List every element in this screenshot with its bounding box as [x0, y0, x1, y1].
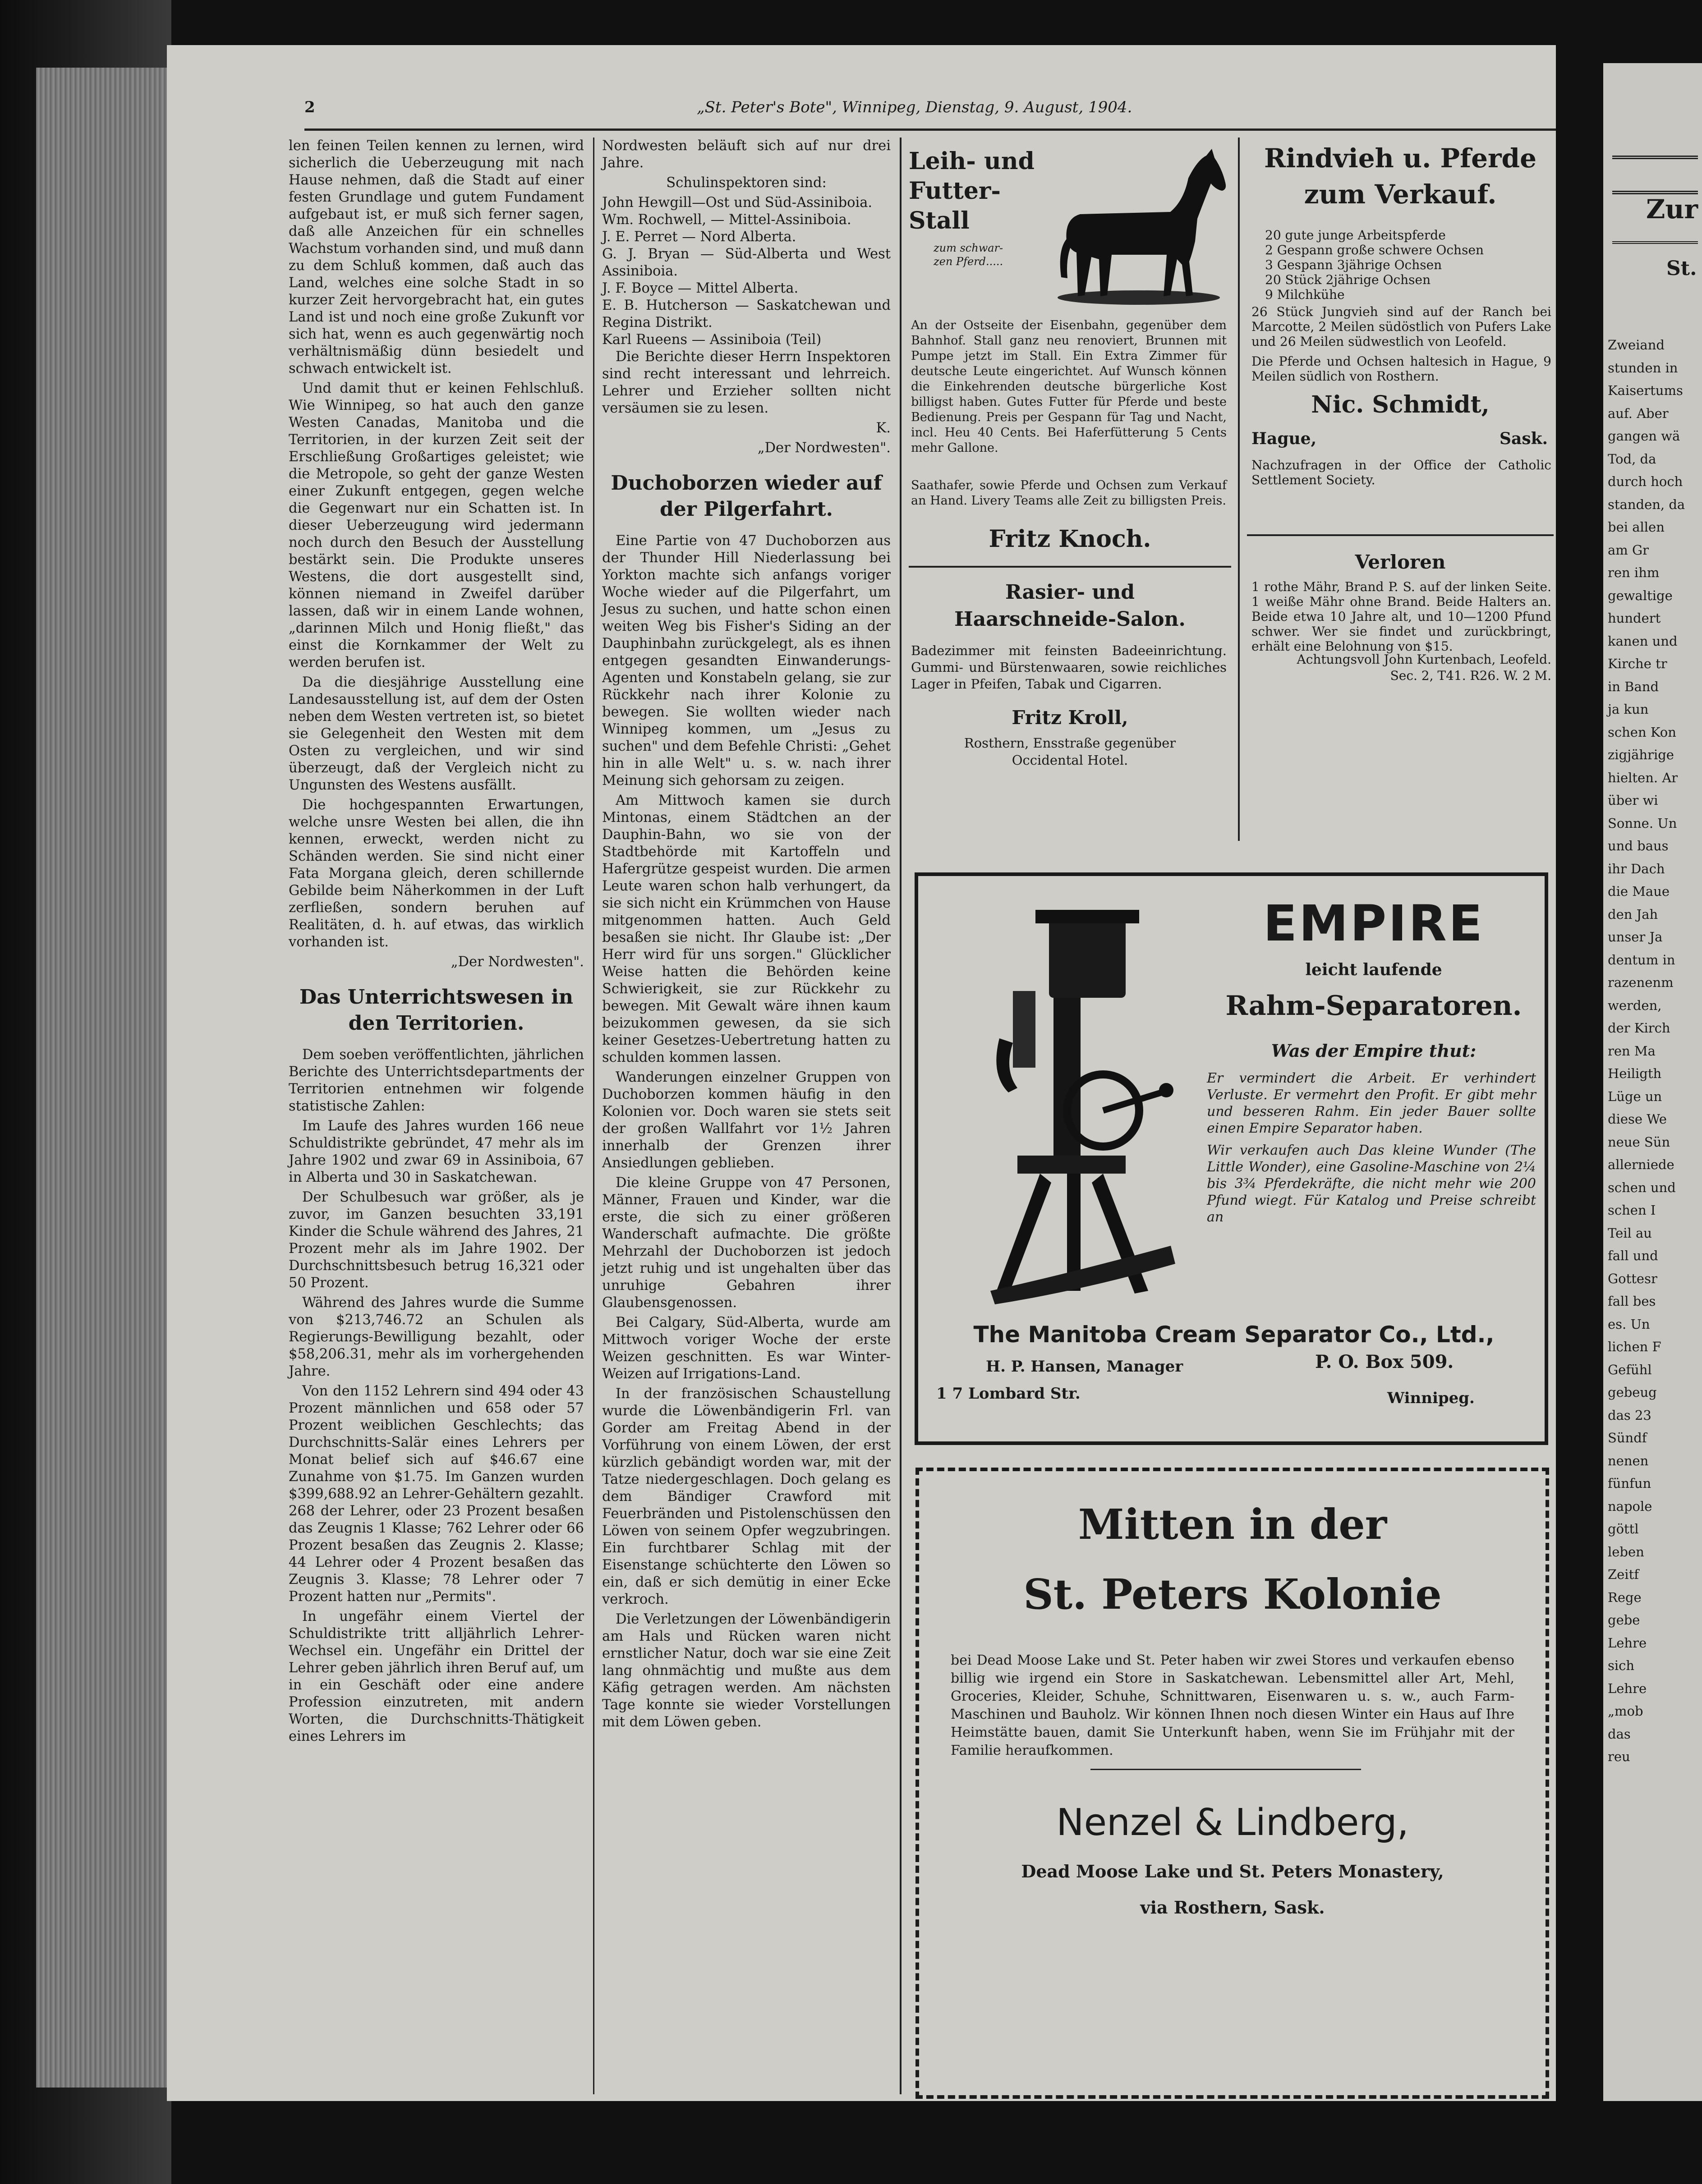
- next-page-line: ihr Dach: [1608, 861, 1665, 876]
- next-page-line: göttl: [1608, 1521, 1639, 1537]
- horse-icon: [1049, 147, 1229, 309]
- next-page-line: hundert: [1608, 610, 1661, 626]
- next-page-line: schen Kon: [1608, 724, 1676, 740]
- newspaper-page: [167, 45, 1556, 2101]
- article-headline: Das Unterrichtswesen in den Territorien.: [299, 986, 574, 1035]
- article-paragraph: Am Mittwoch kamen sie durch Mintonas, einem Städtchen an der Dauphin-Bahn, wo sie von der Stadtbehörde mit Kartoffeln und Hafergrütze gespeist wurden. Die armen Leute waren schon halb verhungert, da sie sich nicht ein Krümmchen von Hause mitgenommen hatten. Auch Geld besaßen sie nicht. Ihr Glaube ist: „Der Herr wird für uns sorgen." Glücklicher Weise hatten die Behörden keine Schwierigkeit, sie zur Rückkehr zu bewegen. Mit Gewalt wäre ihnen kaum beizukommen gewesen, da sie sich keiner Gesetzes-Uebertretung hatten zu schulden kommen lassen.: [602, 793, 891, 1065]
- next-page-line: standen, da: [1608, 496, 1685, 512]
- empire-separator-ad: [915, 872, 1548, 1445]
- article-paragraph: Da die diesjährige Ausstellung eine Landesausstellung ist, auf dem der Osten neben dem Westen vertreten ist, so bietet sie Gelegenheit den Westen mit dem Osten zu vergleichen, und wir sind überzeugt, daß der Vergleich nicht zu Ungunsten des Westens ausfällt.: [289, 674, 584, 793]
- article-paragraph: Nordwesten beläuft sich auf nur drei Jahre.: [602, 138, 891, 171]
- inspector-item: E. B. Hutcherson — Saskatchewan und Regina Distrikt.: [602, 298, 891, 330]
- ad-po-box: P. O. Box 509.: [1315, 1351, 1454, 1372]
- inspector-item: John Hewgill—Ost und Süd-Assiniboia.: [602, 195, 873, 211]
- ad-separator: [1247, 534, 1554, 536]
- next-page-line: Lehre: [1608, 1635, 1647, 1651]
- article-headline: Duchoborzen wieder auf der Pilgerfahrt.: [611, 472, 882, 521]
- next-page-line: schen I: [1608, 1202, 1656, 1218]
- next-page-line: sich: [1608, 1658, 1635, 1673]
- next-page-line: hielten. Ar: [1608, 770, 1678, 785]
- next-page-line: durch hoch: [1608, 474, 1683, 489]
- ad-body: An der Ostseite der Eisenbahn, gegenüber dem Bahnhof. Stall ganz neu renoviert, Brunnen mit Pumpe jetzt im Stall. Ein Extra Zimmer für deutsche Leute eingerichtet. Auf Wunsch können die Einkehrenden deutsche bürgerliche Kost billigst haben. Gutes Futter für Pferde und beste Bedienung. Preis per Gespann für Tag und Nacht, incl. Heu 40 Cents. Bei Haferfütterung 5 Cents mehr Gallone.: [911, 318, 1227, 455]
- ad-address: Occidental Hotel.: [1012, 752, 1128, 768]
- inspector-item: Karl Rueens — Assiniboia (Teil): [602, 332, 822, 348]
- next-page-line: werden,: [1608, 997, 1662, 1013]
- next-page-line: Tod, da: [1608, 451, 1656, 467]
- next-page-line: Zeitf: [1608, 1567, 1639, 1582]
- ad-firm-name: Nenzel & Lindberg,: [1056, 1801, 1409, 1844]
- next-page-line: neue Sün: [1608, 1134, 1670, 1150]
- ad-title: Verloren: [1355, 551, 1446, 573]
- inspector-item: Wm. Rochwell, — Mittel-Assiniboia.: [602, 212, 851, 228]
- ad-title: zum Verkauf.: [1304, 179, 1497, 210]
- ad-manager: H. P. Hansen, Manager: [986, 1358, 1183, 1376]
- ad-body: Badezimmer mit feinsten Badeeinrichtung. Gummi- und Bürstenwaaren, sowie reichliches Lager in Pfeifen, Tabak und Cigarren.: [911, 643, 1227, 692]
- ad-note: Nachzufragen in der Office der Catholic Settlement Society.: [1251, 458, 1551, 487]
- ad-company: The Manitoba Cream Separator Co., Ltd.,: [973, 1321, 1495, 1348]
- ad-place: Hague,: [1251, 429, 1317, 448]
- next-page-line: Kirche tr: [1608, 656, 1667, 671]
- next-page-line: diese We: [1608, 1111, 1667, 1127]
- article-paragraph: Während des Jahres wurde die Summe von $213,746.72 an Schulen als Regierungs-Bewilligung bezahlt, oder $58,206.31, mehr als im vorhergehenden Jahre.: [289, 1295, 584, 1379]
- ad-address: Rosthern, Ensstraße gegenüber: [964, 735, 1176, 751]
- article-paragraph: Wanderungen einzelner Gruppen von Duchoborzen kommen häufig in den Kolonien vor. Doch waren sie stets seit der großen Wallfahrt vor 1½ Jahren innerhalb der Grenzen ihrer Ansiedlungen geblieben.: [602, 1069, 891, 1171]
- article-paragraph: In der französischen Schaustellung wurde die Löwenbändigerin Frl. van Gorder am Freitag Abend in der Vorführung von einem Löwen, der erst kürzlich gebändigt worden war, mit der Tatze niedergeschlagen. Doch gelang es dem Bändiger Crawford mit Feuerbränden und Pistolenschüssen den Löwen von seinem Opfer wegzubringen. Ein furchtbarer Schlag mit der Eisenstange schüchterte den Löwen so ein, daß er sich demütig in einer Ecke verkroch.: [602, 1386, 891, 1607]
- next-page-line: reu: [1608, 1749, 1630, 1764]
- next-page-line: Sündf: [1608, 1430, 1647, 1445]
- next-page-line: Heiligth: [1608, 1066, 1662, 1081]
- next-page-line: dentum in: [1608, 952, 1675, 968]
- article-paragraph: Die Berichte dieser Herrn Inspektoren sind recht interessant und lehrreich. Lehrer und Erzieher sollten nicht versäumen sie zu lesen.: [602, 349, 891, 416]
- column-rule: [593, 138, 594, 2094]
- next-page-line: nenen: [1608, 1453, 1649, 1468]
- ad-name: Fritz Kroll,: [1012, 707, 1128, 729]
- ad-title: St. Peters Kolonie: [1023, 1570, 1442, 1619]
- next-page-line: gebeug: [1608, 1385, 1657, 1400]
- next-page-line: Sonne. Un: [1608, 815, 1677, 831]
- next-page-title: Zur: [1646, 194, 1698, 225]
- next-page-line: Lehre: [1608, 1680, 1647, 1696]
- next-page-line: napole: [1608, 1498, 1652, 1514]
- greek-key-border: [1612, 156, 1698, 194]
- next-page-line: ren Ma: [1608, 1043, 1656, 1059]
- next-page-line: gewaltige: [1608, 587, 1673, 603]
- next-page-line: über wi: [1608, 793, 1658, 808]
- ad-body: Die Pferde und Ochsen haltesich in Hague, 9 Meilen südlich von Rosthern.: [1251, 354, 1551, 384]
- adjacent-page-strip: [1603, 63, 1702, 2101]
- ad-address: via Rosthern, Sask.: [1140, 1897, 1325, 1918]
- column-rule: [900, 138, 902, 2094]
- next-page-line: ja kun: [1608, 702, 1649, 717]
- article-paragraph: Der Schulbesuch war größer, als je zuvor, im Ganzen besuchten 33,191 Kinder die Schule während des Jahres, 21 Prozent mehr als im Jahre 1902. Der Durchschnittsbesuch betrug 16,321 oder 50 Prozent.: [289, 1189, 584, 1291]
- article-paragraph: Die Verletzungen der Löwenbändigerin am Hals und Rücken waren nicht ernstlicher Natur, doch war sie eine Zeit lang ohnmächtig und mußte aus dem Käfig getragen werden. Am nächsten Tage konnte sie wieder Vorstellungen mit dem Löwen geben.: [602, 1611, 891, 1730]
- next-page-line: Gottesr: [1608, 1271, 1657, 1286]
- lost-horses-notice: [1247, 543, 1554, 823]
- column-2: [602, 138, 891, 1734]
- next-page-line: ren ihm: [1608, 565, 1660, 580]
- masthead: „St. Peter's Bote", Winnipeg, Dienstag, 9. August, 1904.: [697, 98, 1132, 116]
- next-page-line: allerniede: [1608, 1157, 1674, 1172]
- page-number: 2: [304, 98, 315, 116]
- next-page-line: bei allen: [1608, 519, 1665, 535]
- article-paragraph: In ungefähr einem Viertel der Schuldistrikte tritt alljährlich Lehrer-Wechsel ein. Ungefähr ein Drittel der Lehrer geben jährlich ihren Beruf auf, um in ein Geschäft oder eine andere Profession einzutreten, mit andern Worten, die Durchschnitts-Thätigkeit eines Lehrers im: [289, 1609, 584, 1744]
- next-page-line: den Jah: [1608, 906, 1658, 922]
- next-page-line: lichen F: [1608, 1339, 1661, 1354]
- next-page-line: razenenm: [1608, 975, 1674, 990]
- next-page-line: fall bes: [1608, 1294, 1656, 1309]
- ad-question: Was der Empire thut:: [1271, 1041, 1477, 1061]
- next-page-line: gebe: [1608, 1612, 1640, 1628]
- next-page-line: und baus: [1608, 838, 1669, 853]
- next-page-text: [1608, 334, 1702, 1768]
- next-page-line: unser Ja: [1608, 929, 1663, 945]
- ad-body: 26 Stück Jungvieh sind auf der Ranch bei Marcotte, 2 Meilen südöstlich von Pufers Lake und 26 Meilen südwestlich von Leofeld.: [1251, 304, 1551, 349]
- article-signature: „Der Nordwesten".: [451, 954, 584, 970]
- ad-address: Dead Moose Lake und St. Peters Monastery,: [1021, 1861, 1444, 1881]
- ad-name: Fritz Knoch.: [989, 525, 1151, 553]
- ad-subtitle: leicht laufende: [1305, 960, 1442, 979]
- next-page-line: es. Un: [1608, 1316, 1650, 1332]
- greek-key-border: [1612, 241, 1698, 244]
- article-signature: „Der Nordwesten".: [757, 440, 891, 456]
- article-paragraph: Dem soeben veröffentlichten, jährlichen Berichte des Unterrichtsdepartments der Territorien entnehmen wir folgende statistische Zahlen:: [289, 1047, 584, 1114]
- column-1: [289, 138, 584, 1748]
- inspector-item: G. J. Bryan — Süd-Alberta und West Assiniboia.: [602, 246, 891, 279]
- next-page-line: Zweiand: [1608, 337, 1665, 353]
- next-page-line: am Gr: [1608, 542, 1649, 558]
- article-initial: K.: [876, 420, 891, 436]
- next-page-line: leben: [1608, 1544, 1644, 1560]
- ad-name: Nic. Schmidt,: [1311, 391, 1490, 418]
- column-rule: [1238, 138, 1240, 841]
- ad-item-list: 20 gute junge Arbeitspferde 2 Gespann große schwere Ochsen 3 Gespann 3jährige Ochsen 20 Stück 2jährige Ochsen 9 Milchkühe: [1265, 228, 1484, 302]
- article-paragraph: Die kleine Gruppe von 47 Personen, Männer, Frauen und Kinder, war die erste, die sich zu einer größeren Wanderschaft aufmachte. Die größte Mehrzahl der Duchoborzen ist jedoch jetzt ruhig und ist ungehalten über das unruhige Gebahren ihrer Glaubensgenossen.: [602, 1175, 891, 1311]
- ad-street: 1 7 Lombard Str.: [936, 1385, 1081, 1403]
- next-page-line: Rege: [1608, 1589, 1642, 1605]
- article-paragraph: Die hochgespannten Erwartungen, welche unsre Westen bei allen, die ihn kennen, erweckt, werden nicht zu Schänden werden. Sie sind nicht einer Fata Morgana gleich, deren schillernde Gebilde beim Näherkommen in der Luft zerfließen, sondern beruhen auf Realitäten, d. h. auf etwas, das wirklich vorhanden ist.: [289, 797, 584, 950]
- ad-city: Winnipeg.: [1387, 1389, 1475, 1407]
- barber-ad: [909, 575, 1231, 841]
- livery-stable-ad: [909, 138, 1231, 606]
- article-paragraph: Bei Calgary, Süd-Alberta, wurde am Mittwoch voriger Woche der erste Weizen geschnitten. Es war Winter-Weizen auf Irrigations-Land.: [602, 1315, 891, 1382]
- next-page-line: Gefühl: [1608, 1362, 1652, 1377]
- next-page-line: schen und: [1608, 1179, 1676, 1195]
- ad-body: Saathafer, sowie Pferde und Ochsen zum Verkauf an Hand. Livery Teams alle Zeit zu billigsten Preis.: [911, 478, 1227, 508]
- ad-body: Wir verkaufen auch Das kleine Wunder (The Little Wonder), eine Gasoline-Maschine von 2¼ bis 3¾ Pferdekräfte, die nicht mehr wie 200 Pfund wiegt. Für Katalog und Preise schreibt an: [1207, 1142, 1536, 1225]
- ad-separator: [909, 566, 1231, 568]
- section-subheading: Schulinspektoren sind:: [666, 175, 827, 191]
- next-page-line: das 23: [1608, 1407, 1651, 1423]
- ad-subtitle: zum schwar- zen Pferd.....: [934, 242, 1003, 268]
- next-page-line: die Maue: [1608, 884, 1670, 899]
- next-page-line: kanen und: [1608, 633, 1678, 649]
- ad-subtitle: Rahm-Separatoren.: [1225, 990, 1522, 1022]
- cream-separator-icon: [945, 903, 1198, 1309]
- next-page-line: zigjährige: [1608, 747, 1674, 762]
- ad-body: Er vermindert die Arbeit. Er verhindert Verluste. Er vermehrt den Profit. Er gibt mehr und besseren Rahm. Ein jeder Bauer sollte einen Empire Separator haben.: [1207, 1070, 1536, 1136]
- article-paragraph: len feinen Teilen kennen zu lernen, wird sicherlich die Ueberzeugung mit nach Hause nehmen, daß die Stadt auf einer festen Grundlage und gutem Fundament aufgebaut ist, er muß sich ferner sagen, daß alle Anzeichen für ein schnelles Wachstum vorhanden sind, und muß dann zu dem Schluß kommen, daß auch das Land, welches eine solche Stadt in so kurzer Zeit hervorgebracht hat, ein gutes Land ist und noch eine große Zukunft vor sich hat, wenn es auch gegenwärtig noch verhältnismäßig dünn besiedelt und schwach entwickelt ist.: [289, 138, 584, 376]
- next-page-line: das: [1608, 1726, 1631, 1742]
- cattle-sale-ad: [1247, 138, 1554, 543]
- ad-title: Rasier- und: [1005, 581, 1135, 604]
- article-paragraph: Und damit thut er keinen Fehlschluß. Wie Winnipeg, so hat auch den ganze Westen Canadas, Manitoba und die Territorien, in der kurzen Zeit seit der Erschließung Großartiges geleistet; wie die Metropole, so geht der ganze Westen einer Zukunft entgegen, gegen welche die Gegenwart nur ein Schatten ist. In dieser Ueberzeugung wird jedermann noch durch den Besuch der Ausstellung bestärkt sein. Die Produkte unseres Westens, die dort ausgestellt sind, können niemand in Zweifel darüber lassen, daß wir in einem Lande wohnen, „darinnen Milch und Honig fließt," das einst die Kornkammer der Welt zu werden berufen ist.: [289, 381, 584, 670]
- ad-reference: Sec. 2, T41. R26. W. 2 M.: [1390, 668, 1551, 683]
- header-rule: [304, 128, 1556, 131]
- ad-title: Rindvieh u. Pferde: [1264, 143, 1536, 174]
- page-edges: [36, 68, 171, 2088]
- next-page-line: auf. Aber: [1608, 405, 1669, 421]
- next-page-line: Teil au: [1608, 1225, 1652, 1241]
- next-page-line: fall und: [1608, 1248, 1658, 1263]
- next-page-line: „mob: [1608, 1703, 1643, 1719]
- article-paragraph: Im Laufe des Jahres wurden 166 neue Schuldistrikte gebründet, 47 mehr als im Jahre 1902 und zwar 69 in Assiniboia, 67 in Alberta und 30 in Saskatchewan.: [289, 1118, 584, 1185]
- ad-title: EMPIRE: [1263, 895, 1484, 952]
- next-page-subtitle: St.: [1666, 257, 1697, 280]
- ad-body: bei Dead Moose Lake und St. Peter haben wir zwei Stores und verkaufen ebenso billig wie irgend ein Store in Saskatchewan. Lebensmittel aller Art, Mehl, Groceries, Kleider, Schuhe, Schnittwaren, Eisenwaren u. s. w., auch Farm-Maschinen und Bauholz. Wir können Ihnen noch diesen Winter ein Haus auf Ihre Heimstätte bauen, damit Sie Unterkunft haben, wenn Sie im Frühjahr mit der Familie heraufkommen.: [951, 1652, 1514, 1758]
- next-page-line: Kaisertums: [1608, 383, 1683, 398]
- inspector-item: J. F. Boyce — Mittel Alberta.: [602, 280, 799, 296]
- next-page-line: gangen wä: [1608, 428, 1680, 444]
- ad-title: Leih- und Futter- Stall: [909, 147, 1035, 234]
- next-page-line: Lüge un: [1608, 1088, 1662, 1104]
- next-page-line: fünfun: [1608, 1476, 1651, 1491]
- next-page-line: stunden in: [1608, 360, 1678, 376]
- next-page-line: in Band: [1608, 679, 1659, 694]
- st-peters-colony-ad: [915, 1468, 1549, 2099]
- ad-divider: [1090, 1769, 1361, 1770]
- ad-body: 1 rothe Mähr, Brand P. S. auf der linken Seite. 1 weiße Mähr ohne Brand. Beide Halters an. Beide etwa 10 Jahre alt, und 10—1200 Pfund schwer. Wer sie findet und zurückbringt, erhält eine Belohnung von $15.: [1251, 579, 1551, 654]
- inspector-item: J. E. Perret — Nord Alberta.: [602, 229, 796, 245]
- article-paragraph: Eine Partie von 47 Duchoborzen aus der Thunder Hill Niederlassung bei Yorkton machte sich anfangs voriger Woche wieder auf die Pilgerfahrt, um Jesus zu suchen, und hatte schon einen weiten Weg bis Fisher's Siding an der Dauphinbahn zurückgelegt, als es ihnen entgegen gesandten Einwanderungs-Agenten und Konstabeln gelang, sie zur Rückkehr nach ihrer Kolonie zu bewegen. Sie wollten wieder nach Winnipeg kommen, um „Jesus zu suchen" und dem Befehle Christi: „Gehet hin in alle Welt" u. s. w. nach ihrer Meinung sich gehorsam zu zeigen.: [602, 533, 891, 789]
- ad-signature: Achtungsvoll John Kurtenbach, Leofeld.: [1297, 652, 1551, 667]
- next-page-line: der Kirch: [1608, 1020, 1670, 1036]
- ad-place: Sask.: [1500, 429, 1548, 448]
- article-paragraph: Von den 1152 Lehrern sind 494 oder 43 Prozent männlichen und 658 oder 57 Prozent weiblichen Geschlechts; das Durchschnitts-Salär eines Lehrers per Monat belief sich auf $46.67 eine Zunahme von $1.75. Im Ganzen wurden $399,688.92 an Lehrer-Gehältern gezahlt. 268 der Lehrer, oder 23 Prozent besaßen das Zeugnis 1 Klasse; 762 Lehrer oder 66 Prozent besaßen das Zeugnis 2. Klasse; 44 Lehrer oder 4 Prozent besaßen das Zeugnis 3. Klasse; 78 Lehrer oder 7 Prozent hatten nur „Permits".: [289, 1383, 584, 1605]
- ad-title: Mitten in der: [1078, 1500, 1387, 1549]
- ad-title: Haarschneide-Salon.: [954, 608, 1186, 631]
